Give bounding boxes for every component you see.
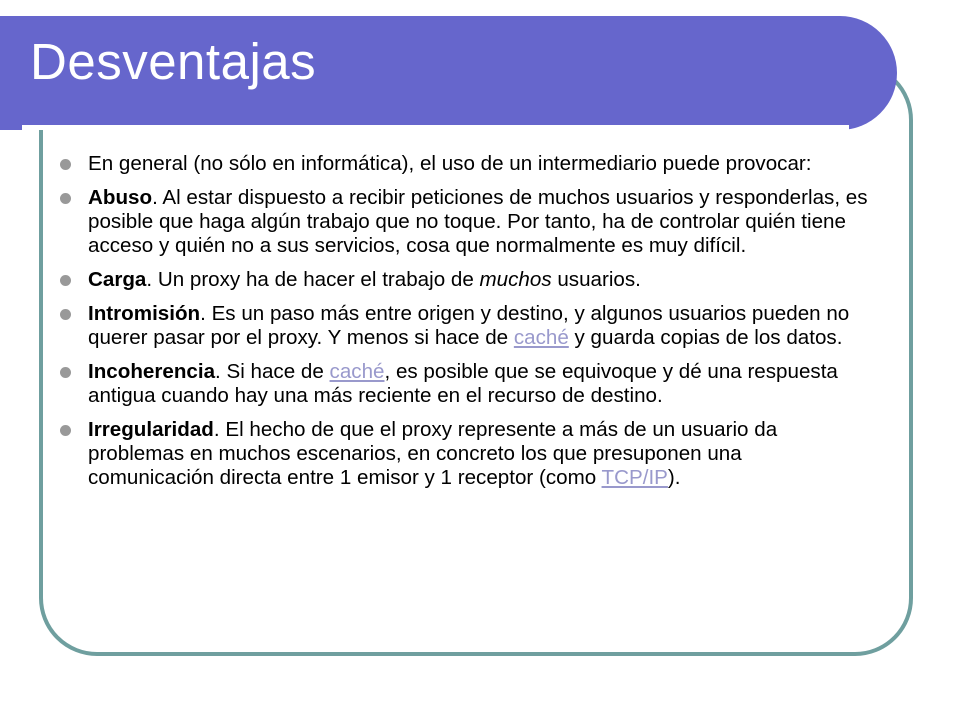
bullet-text: y guarda copias de los datos. bbox=[568, 326, 843, 349]
bullet-text: , es posible que se equivoque y dé una respuesta antigua cuando hay una más reciente en el recurso de destino. bbox=[88, 360, 838, 407]
bullet-text: . El hecho de que el proxy represente a más de un usuario da problemas en muchos escenarios, en concreto los que presuponen una comunicación directa entre 1 emisor y 1 receptor (como bbox=[88, 418, 778, 489]
bullet-text: . Un proxy ha de hacer el trabajo de bbox=[146, 268, 480, 291]
title-underline bbox=[22, 125, 849, 130]
bullet-item-abuso bbox=[60, 186, 870, 258]
bullet-item-intromision bbox=[60, 302, 870, 350]
bullet-item-irregularidad bbox=[60, 418, 870, 490]
bullet-item-carga bbox=[60, 268, 870, 292]
bullet-term: Irregularidad bbox=[88, 418, 214, 441]
cache-link[interactable]: caché bbox=[329, 360, 385, 383]
bullet-item-general bbox=[60, 152, 870, 176]
bullet-text: . Si hace de bbox=[215, 360, 330, 383]
bullet-dot-icon bbox=[60, 159, 71, 170]
bullet-dot-icon bbox=[60, 275, 71, 286]
bullet-text: En general (no sólo en informática), el uso de un intermediario puede provocar: bbox=[88, 152, 812, 175]
tcp-ip-link[interactable]: TCP/IP bbox=[601, 466, 668, 489]
bullet-dot-icon bbox=[60, 193, 71, 204]
bullet-dot-icon bbox=[60, 309, 71, 320]
bullet-text: . Es un paso más entre origen y destino, y algunos usuarios pueden no querer pasar por el proxy. Y menos si hace de bbox=[88, 302, 850, 349]
bullet-dot-icon bbox=[60, 425, 71, 436]
bullet-text: usuarios. bbox=[551, 268, 641, 291]
bullet-term: Abuso bbox=[88, 186, 153, 209]
bullet-emphasis: muchos bbox=[479, 268, 552, 291]
cache-link[interactable]: caché bbox=[513, 326, 569, 349]
bullet-text: . Al estar dispuesto a recibir peticiones de muchos usuarios y responderlas, es posible que haga algún trabajo que no toque. Por tanto, ha de controlar quién tiene acceso y quién no a sus servicios, cosa que normalmente es muy difícil. bbox=[88, 186, 868, 257]
bullet-item-incoherencia bbox=[60, 360, 870, 408]
bullet-list bbox=[60, 152, 870, 500]
bullet-term: Incoherencia bbox=[88, 360, 216, 383]
bullet-text: ). bbox=[667, 466, 681, 489]
bullet-term: Intromisión bbox=[88, 302, 201, 325]
slide-title: Desventajas bbox=[30, 33, 317, 90]
bullet-term: Carga bbox=[88, 268, 147, 291]
bullet-dot-icon bbox=[60, 367, 71, 378]
